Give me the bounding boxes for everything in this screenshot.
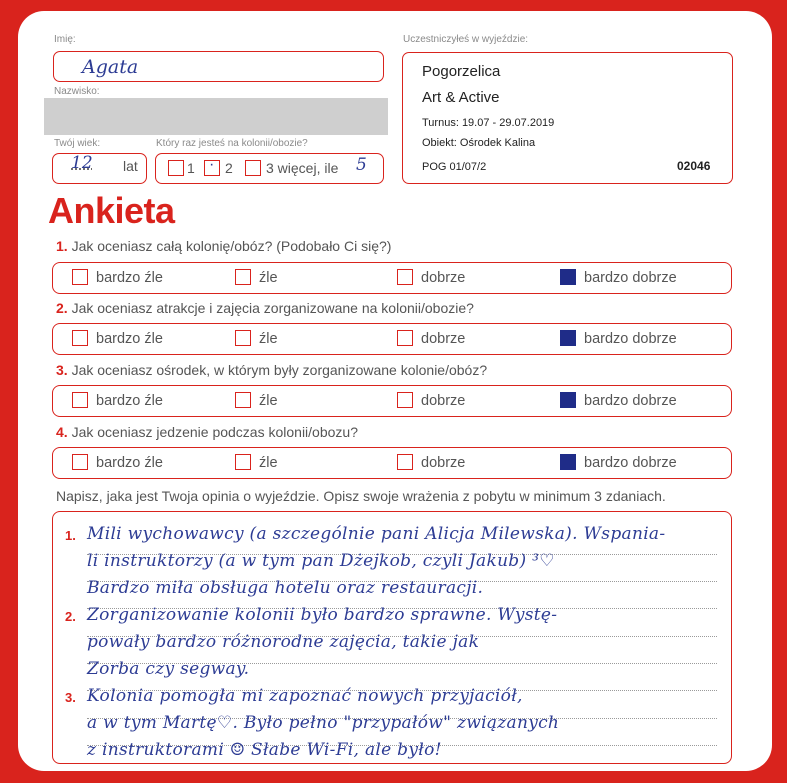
answer-row-3 [52,385,732,417]
opinion-number-3: 3. [65,690,76,705]
q3-opt2-checkbox[interactable] [235,392,251,408]
q4-opt4-label: bardzo dobrze [584,455,677,471]
q2-opt2-checkbox[interactable] [235,330,251,346]
trip-place: Pogorzelica [422,63,501,80]
q2-opt2-label: źle [259,331,278,347]
q4-opt2-checkbox[interactable] [235,454,251,470]
opinion-number-1: 1. [65,528,76,543]
opinion-line-9: z instruktorami ☺ Słabe Wi-Fi, ale było! [87,740,442,760]
answer-row-4 [52,447,732,479]
age-label: Twój wiek: [54,138,101,149]
surname-redacted [44,98,388,135]
answer-row-1 [52,262,732,294]
opinion-instruction: Napisz, jaka jest Twoja opinia o wyjeździe. Opisz swoje wrażenia z pobytu w minimum 3 zdaniach. [56,488,666,504]
q2-opt4-checkbox[interactable] [560,330,576,346]
age-value: 12 [71,153,93,173]
times-label: Który raz jesteś na kolonii/obozie? [156,138,308,149]
question-1-number: 1. [56,238,68,254]
q3-opt4-checkbox[interactable] [560,392,576,408]
age-field[interactable] [52,153,147,184]
q4-opt4-checkbox[interactable] [560,454,576,470]
question-4-number: 4. [56,424,68,440]
trip-number: 02046 [677,159,711,173]
trip-code: POG 01/07/2 [422,161,487,173]
q4-opt1-checkbox[interactable] [72,454,88,470]
q3-opt2-label: źle [259,393,278,409]
trip-program: Art & Active [422,89,500,106]
opinion-number-2: 2. [65,609,76,624]
opinion-line-6: Zorba czy segway. [87,659,250,679]
question-3 [56,362,487,378]
question-4 [56,424,358,440]
times-opt1-label: 1 [187,160,195,176]
q2-opt1-checkbox[interactable] [72,330,88,346]
q4-opt1-label: bardzo źle [96,455,163,471]
times-opt3-label: 3 więcej, ile [266,160,339,176]
question-2-number: 2. [56,300,68,316]
survey-title: Ankieta [48,190,175,231]
q2-opt3-checkbox[interactable] [397,330,413,346]
opinion-line-8: a w tym Martę♡. Było pełno "przypałów" związanych [87,713,560,733]
q3-opt3-checkbox[interactable] [397,392,413,408]
q1-opt2-checkbox[interactable] [235,269,251,285]
q3-opt4-label: bardzo dobrze [584,393,677,409]
age-unit: lat [123,158,138,174]
question-1 [56,238,391,254]
times-opt2-label: 2 [225,160,233,176]
q1-opt4-checkbox[interactable] [560,269,576,285]
q1-opt1-checkbox[interactable] [72,269,88,285]
q1-opt2-label: źle [259,270,278,286]
trip-label: Uczestniczyłeś w wyjeździe: [403,34,529,45]
opinion-line-2: li instruktorzy (a w tym pan Dżejkob, czyli Jakub) ³♡ [87,551,555,571]
times-value: 5 [356,155,367,175]
question-3-text: Jak oceniasz ośrodek, w którym były zorganizowane kolonie/obóz? [71,362,488,378]
q4-opt3-label: dobrze [421,455,466,471]
question-3-number: 3. [56,362,68,378]
opinion-line-3: Bardzo miła obsługa hotelu oraz restauracji. [87,578,484,598]
q2-opt4-label: bardzo dobrze [584,331,677,347]
question-2 [56,300,474,316]
q3-opt1-label: bardzo źle [96,393,163,409]
opinion-line-7: Kolonia pomogła mi zapoznać nowych przyjaciół, [87,686,523,706]
name-label: Imię: [54,34,76,45]
q3-opt3-label: dobrze [421,393,466,409]
q4-opt2-label: źle [259,455,278,471]
q3-opt1-checkbox[interactable] [72,392,88,408]
surname-label: Nazwisko: [54,86,100,97]
q1-opt3-checkbox[interactable] [397,269,413,285]
trip-info-box [402,52,733,184]
q1-opt1-label: bardzo źle [96,270,163,286]
answer-row-2 [52,323,732,355]
q1-opt4-label: bardzo dobrze [584,270,677,286]
times-field [155,153,384,184]
question-1-text: Jak oceniasz całą kolonię/obóz? (Podobało Ci się?) [71,238,392,254]
name-value: Agata [82,56,139,78]
question-2-text: Jak oceniasz atrakcje i zajęcia zorganizowane na kolonii/obozie? [71,300,474,316]
trip-object: Obiekt: Ośrodek Kalina [422,137,536,149]
times-checkbox-1[interactable] [168,160,184,176]
name-field[interactable] [53,51,384,82]
trip-turnus: Turnus: 19.07 - 29.07.2019 [422,117,555,129]
q2-opt1-label: bardzo źle [96,331,163,347]
q1-opt3-label: dobrze [421,270,466,286]
opinion-line-5: powały bardzo różnorodne zajęcia, takie jak [87,632,480,652]
q2-opt3-label: dobrze [421,331,466,347]
opinion-line-4: Zorganizowanie kolonii było bardzo sprawne. Wystę- [87,605,558,625]
opinion-line-1: Mili wychowawcy (a szczególnie pani Alicja Milewska). Wspania- [87,524,666,544]
times-checkbox-2[interactable] [204,160,220,176]
times-checkbox-3[interactable] [245,160,261,176]
opinion-textarea[interactable] [52,511,732,764]
question-4-text: Jak oceniasz jedzenie podczas kolonii/obozu? [71,424,358,440]
q4-opt3-checkbox[interactable] [397,454,413,470]
